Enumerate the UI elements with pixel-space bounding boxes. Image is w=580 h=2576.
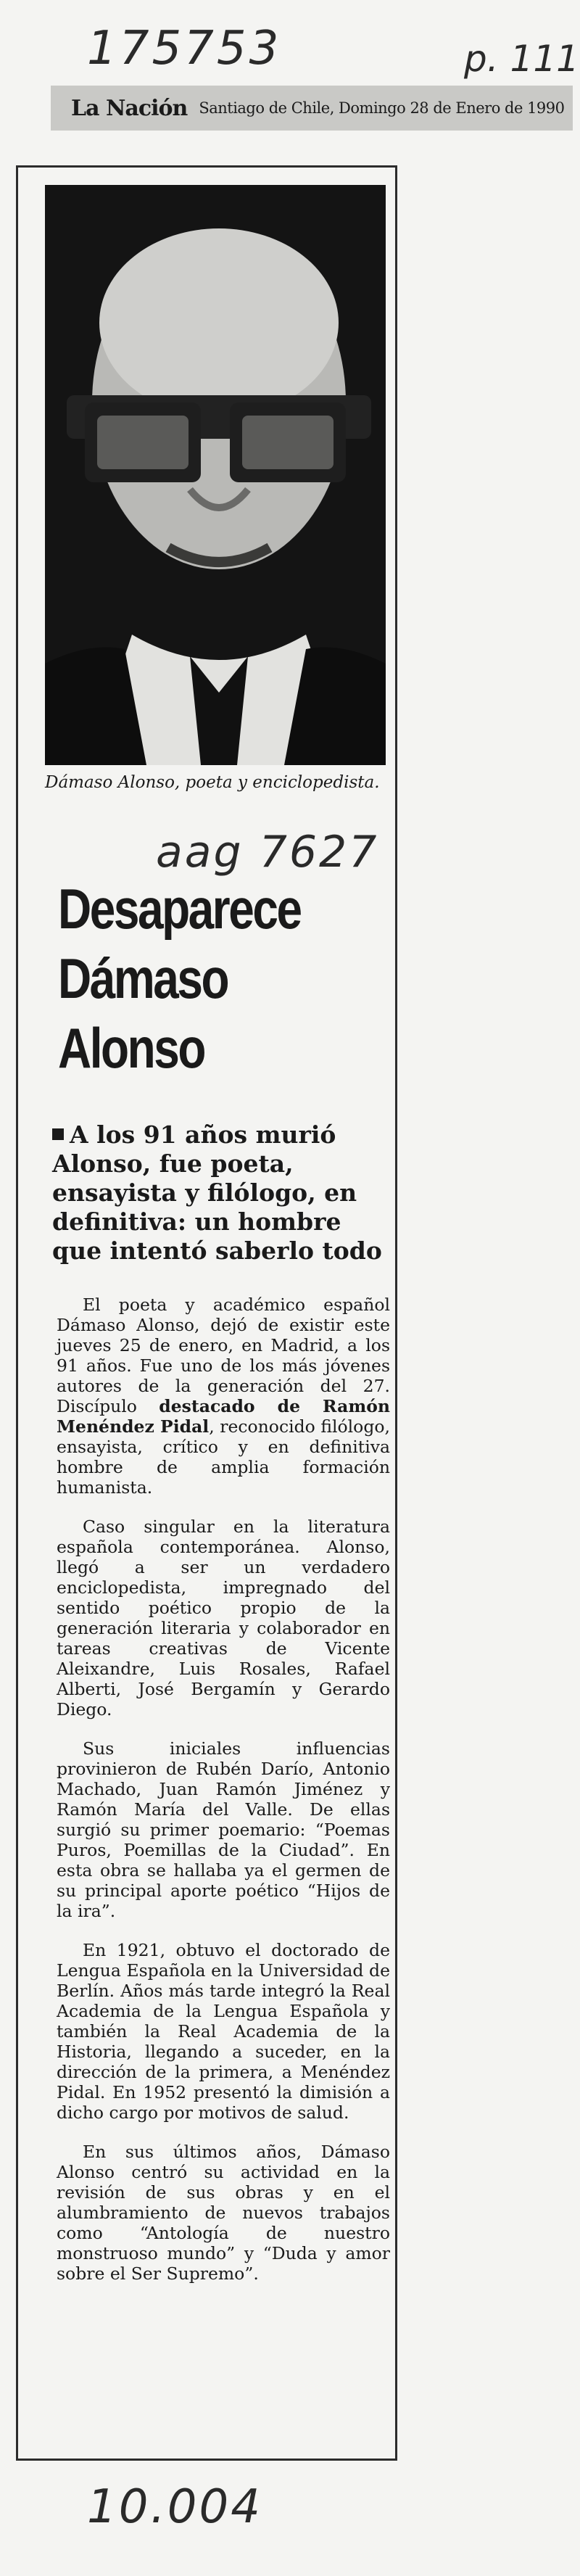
handwritten-bottom-number: 10.004 <box>87 2480 262 2534</box>
portrait-photo <box>45 185 386 765</box>
dateline: Santiago de Chile, Domingo 28 de Enero de 1990 <box>199 99 565 117</box>
paragraph: Caso singular en la literatura española contemporánea. Alonso, llegó a ser un verdadero enciclopedista, impregnado del sentido poético propio de la generación literaria y colaborador en tareas creativas de Vicente Aleixandre, Luis Rosales, Rafael Alberti, José Bergamín y Gerardo Diego. <box>57 1516 390 1720</box>
paragraph-text: , reconocido filólogo, ensayista, crítico y en definitiva hombre de amplia formación humanista. <box>57 1416 390 1498</box>
paragraph: En sus últimos años, Dámaso Alonso centró su actividad en la revisión de sus obras y en el alumbramiento de nuevos trabajos como “Antología de nuestro monstruoso mundo” y “Duda y amor sobre el Ser Supremo”. <box>57 2142 390 2284</box>
paragraph: Sus iniciales influencias provinieron de Rubén Darío, Antonio Machado, Juan Ramón Jiménez y Ramón María del Valle. De ellas surgió su primer poemario: “Poemas Puros, Poemillas de la Ciudad”. En esta obra se hallaba ya el germen de su principal aporte poético “Hijos de la ira”. <box>57 1738 390 1921</box>
newspaper-name: La Nación <box>71 95 188 121</box>
paragraph <box>57 1295 390 1498</box>
handwritten-page-number: p. 111 <box>464 38 579 80</box>
headline-line: Alonso <box>58 1016 204 1080</box>
subheadline-text: A los 91 años murió Alonso, fue poeta, ensayista y filólogo, en definitiva: un hombre que intentó saberlo todo <box>52 1120 382 1265</box>
square-bullet-icon <box>52 1128 64 1140</box>
article-body <box>57 1295 390 2303</box>
newspaper-masthead <box>51 86 573 131</box>
headline-line: Desaparece <box>58 877 301 941</box>
handwritten-catalog-number: 175753 <box>87 22 282 75</box>
paragraph: En 1921, obtuvo el doctorado de Lengua Española en la Universidad de Berlín. Años más tarde integró la Real Academia de la Lengua Española y también la Real Academia de la Historia, llegando a suceder, en la dirección de la primera, a Menéndez Pidal. En 1952 presentó la dimisión a dicho cargo por motivos de salud. <box>57 1940 390 2123</box>
bold-text: destacado de Ramón Menéndez Pidal <box>57 1396 390 1437</box>
headline <box>58 874 331 1083</box>
portrait-illustration <box>45 185 386 765</box>
photo-caption: Dámaso Alonso, poeta y enciclopedista. <box>45 773 380 792</box>
handwritten-reference: aag 7627 <box>156 827 379 878</box>
subheadline <box>52 1120 386 1266</box>
headline-line: Dámaso <box>58 946 228 1010</box>
paragraph-text: El poeta y académico español Dámaso Alonso, dejó de existir este jueves 25 de enero, en Madrid, a los 91 años. Fue uno de los más jóvenes autores de la generación del 27. Discípulo <box>57 1295 390 1416</box>
